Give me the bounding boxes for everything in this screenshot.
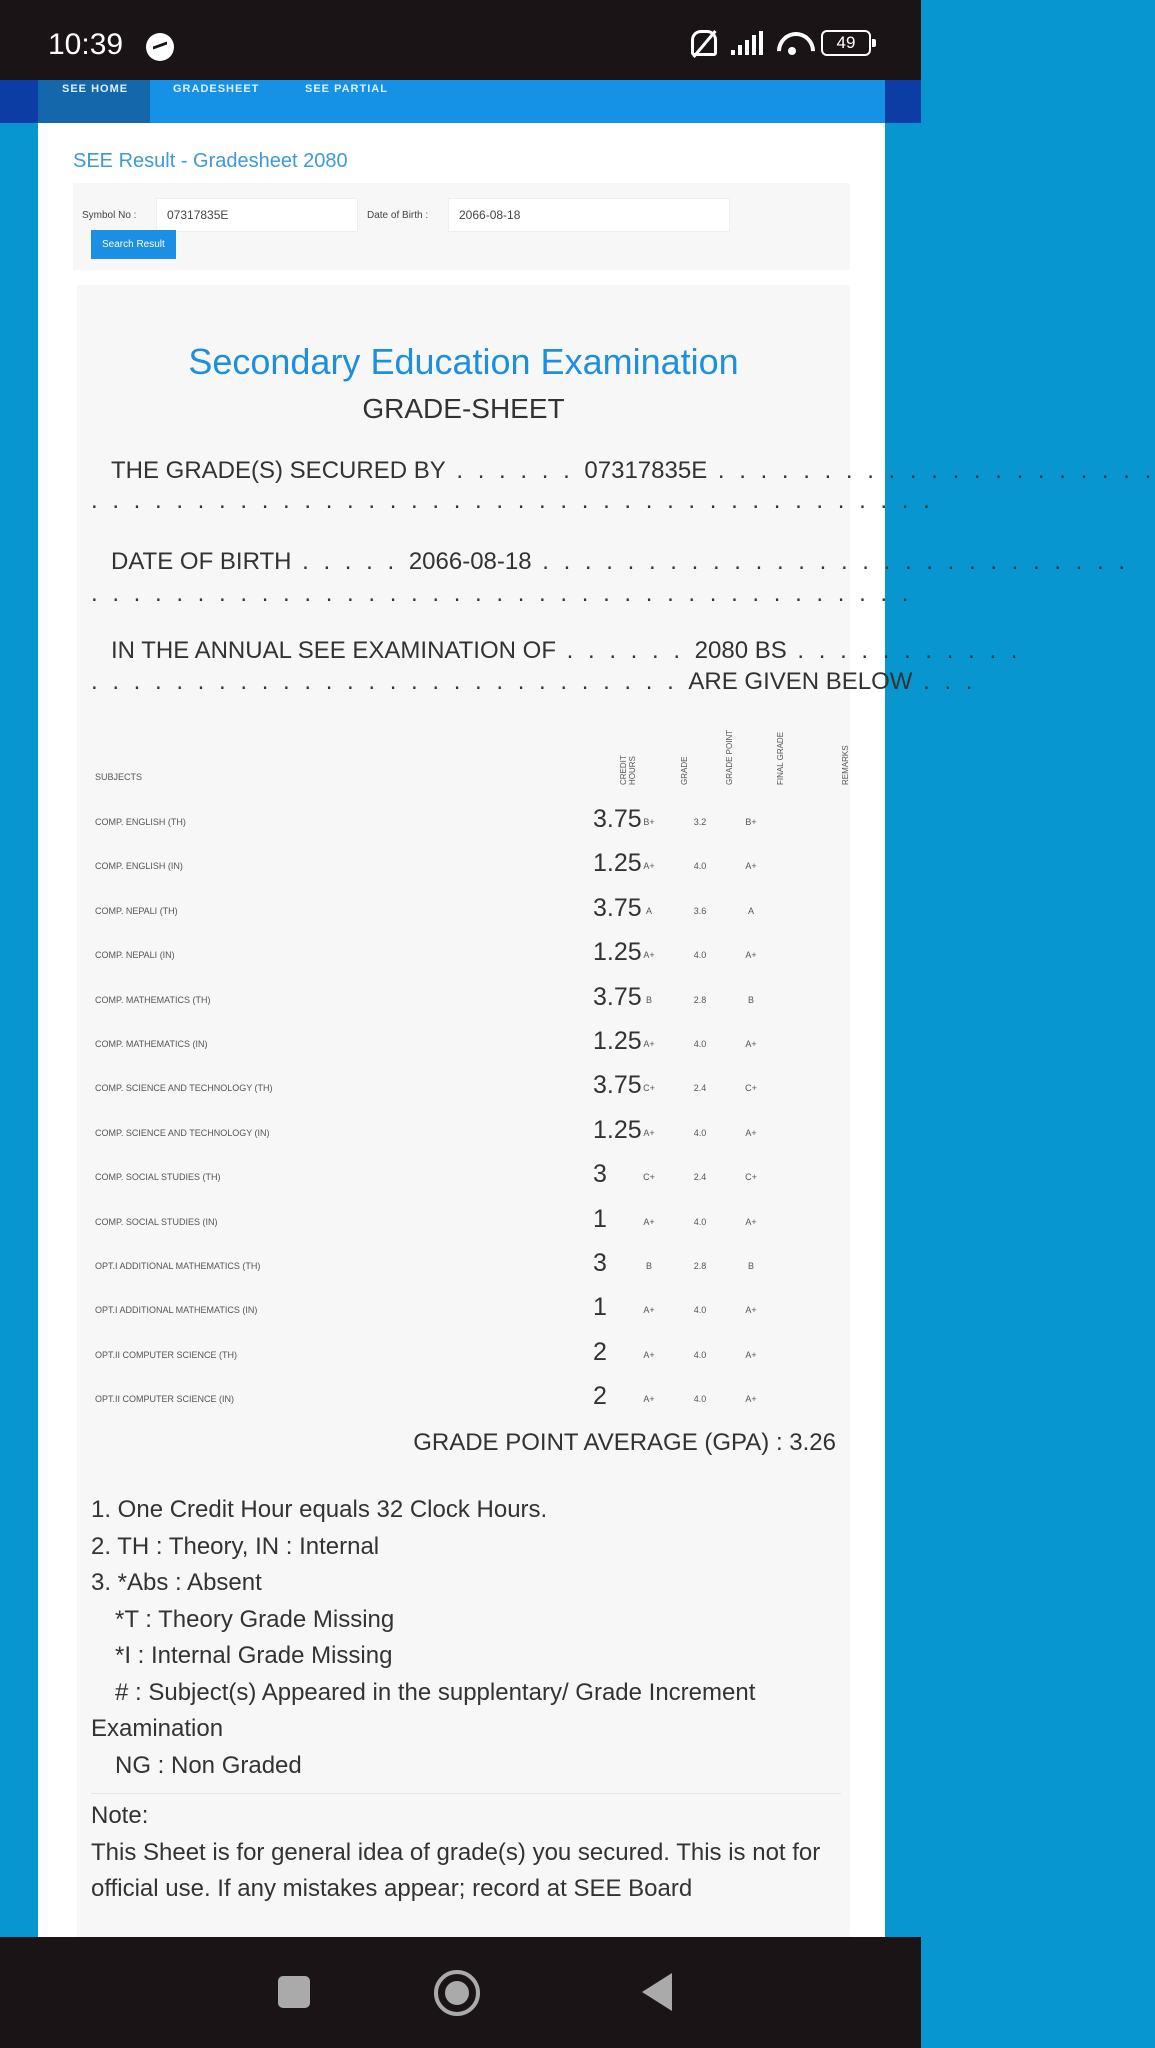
final-grade-cell: A+ [745, 1305, 757, 1316]
credit-hours-cell: 2 [593, 1337, 607, 1366]
credit-hours-cell: 1 [593, 1293, 607, 1322]
table-row [77, 894, 850, 938]
subject-cell: OPT.II COMPUTER SCIENCE (TH) [95, 1349, 238, 1360]
final-grade-cell: A+ [745, 1127, 757, 1138]
page-title: SEE Result - Gradesheet 2080 [73, 150, 348, 172]
battery-icon: 49 [821, 30, 871, 56]
table-row [77, 1160, 850, 1204]
subject-cell: COMP. MATHEMATICS (TH) [95, 994, 211, 1005]
grade-sheet: Secondary Education Examination GRADE-SHEET THE GRADE(S) SECURED BY . . . . . . 07317835E . . . . . . . . . . . . . . . . . . . . . . . . . . . . . . . . . . . . . . . . . . . . . . . . . . . . . . . . . . . . . DATE OF BIRTH . . . . . 2066-08-18 . . . . . . . . . . . . . . . . . . . . . . . . . . . . . . . . . . . . . . . . . . . . . . . . . . . . . . . . . . . . . . . . . . . IN THE ANNUAL SEE EXAMINATION OF . . . . . . 2080 BS . . . . . . . . . . . . . . . . . . . . . . . . . . . . . . . . . . . . . . . ARE GIVEN BELOW . . . SUBJECTS CREDIT HOURS GRADE GRADE POINT FINAL GRADE REMARKS COMP. ENGLISH (TH) 3.75 B+ 3.2 B+ COMP. ENGLISH (IN) 1.25 A+ 4.0 A+ COMP. NEPALI (TH) 3.75 A 3.6 A COMP. NEPALI (IN) 1.25 A+ 4.0 A+ COMP. MATHEMATICS (TH) 3.75 B 2.8 B COMP. MATHEMATICS (IN) 1.25 A+ 4.0 A+ COMP. SCIENCE AND TECHNOLOGY (TH) 3.75 C+ 2.4 C+ COMP. SCIENCE AND TECHNOLOGY (IN) 1.25 A+ 4.0 A+ COMP. SOCIAL STUDIES (TH) 3 C+ 2.4 C+ COMP. SOCIAL STUDIES (IN) 1 A+ 4.0 A+ OPT.I ADDITIONAL MATHEMATICS (TH) 3 B 2.8 B OPT.I ADDITIONAL MATHEMATICS (IN) 1 A+ 4.0 A+ OPT.II COMPUTER SCIENCE (TH) 2 A+ 4.0 A+ OPT.II COMPUTER SCIENCE (IN) 2 A+ 4.0 A+ GRADE POINT AVERAGE (GPA) : 3.26 1. One Credit Hour equals 32 Clock Hours. 2. TH : Theory, IN : Internal 3. *Abs : Absent *T : Theory Grade Missing *I : Internal Grade Missing # : Subject(s) Appeared in the supplentary/ Grade Increment Examination NG : Non Graded Note: This Sheet is for general idea of grade(s) you secured. This is not for official use. If any mistakes appear; record at SEE Board [77, 285, 850, 1985]
note-item: 3. *Abs : Absent [91, 1569, 262, 1596]
gpa: GRADE POINT AVERAGE (GPA) : 3.26 [413, 1429, 836, 1456]
final-grade-cell: B+ [745, 817, 757, 827]
note-item: *I : Internal Grade Missing [115, 1642, 393, 1669]
credit-hours-cell: 2 [593, 1382, 607, 1411]
final-grade-cell: B [747, 994, 754, 1005]
grade-cell: A+ [643, 1305, 655, 1316]
table-row [77, 938, 850, 982]
clock: 10:39 [48, 28, 124, 61]
credit-hours-cell: 3.75 [593, 893, 642, 922]
exam-line-label: IN THE ANNUAL SEE EXAMINATION OF [111, 637, 556, 664]
exam-year: 2080 BS [694, 637, 787, 664]
android-nav-bar [0, 1937, 921, 2048]
gradesheet-heading: GRADE-SHEET [362, 393, 565, 424]
grade-cell: A+ [643, 861, 655, 872]
grade-point-cell: 4.0 [693, 1127, 707, 1138]
mute-bell-icon [691, 30, 717, 56]
grade-cell: C+ [643, 1172, 655, 1183]
col-remarks: REMARKS [841, 745, 850, 785]
grade-cell: A+ [643, 1349, 655, 1360]
grade-point-cell: 4.0 [693, 1216, 707, 1227]
grade-cell: A+ [643, 1039, 655, 1049]
home-button-icon[interactable] [434, 1970, 480, 2016]
subject-cell: OPT.II COMPUTER SCIENCE (IN) [95, 1394, 235, 1405]
grade-cell: B [645, 1261, 652, 1271]
symbol-input[interactable]: 07317835E [156, 198, 358, 232]
wifi-icon [777, 30, 807, 56]
grade-point-cell: 3.2 [693, 817, 707, 827]
subject-cell: COMP. ENGLISH (TH) [95, 817, 186, 827]
note-item: *T : Theory Grade Missing [115, 1605, 395, 1633]
grade-cell: A+ [643, 1127, 655, 1138]
credit-hours-cell: 3 [593, 1160, 607, 1189]
credit-hours-cell: 3.75 [593, 1071, 642, 1100]
grade-point-cell: 4.0 [693, 950, 707, 961]
subject-cell: COMP. SCIENCE AND TECHNOLOGY (IN) [95, 1127, 270, 1138]
note-item: # : Subject(s) Appeared in the supplentary/ Grade Increment Examination [91, 1678, 756, 1742]
divider [91, 1793, 841, 1794]
final-grade-cell: C+ [745, 1083, 757, 1094]
symbol-label: Symbol No : [82, 210, 137, 221]
final-grade-cell: A+ [745, 950, 757, 961]
grade-point-cell: 4.0 [693, 861, 707, 872]
grade-point-cell: 2.4 [693, 1083, 707, 1094]
grade-cell: A [645, 905, 652, 916]
table-row [77, 849, 850, 893]
credit-hours-cell: 1.25 [593, 938, 642, 967]
dob-line-label: DATE OF BIRTH [111, 548, 292, 575]
subject-cell: OPT.I ADDITIONAL MATHEMATICS (IN) [95, 1305, 258, 1316]
grade-point-cell: 4.0 [693, 1305, 707, 1316]
grade-point-cell: 2.4 [693, 1172, 707, 1183]
subject-cell: COMP. NEPALI (TH) [95, 905, 178, 916]
credit-hours-cell: 3 [593, 1249, 607, 1277]
table-row [77, 1071, 850, 1115]
final-grade-cell: A+ [745, 1216, 757, 1227]
final-grade-cell: A+ [745, 1039, 757, 1049]
subject-cell: COMP. ENGLISH (IN) [95, 861, 183, 872]
col-credit-hours: CREDIT HOURS [619, 755, 637, 785]
table-row [77, 1116, 850, 1160]
col-subjects: SUBJECTS [95, 772, 143, 782]
grades-table [77, 715, 850, 1411]
col-grade: GRADE [680, 756, 689, 785]
search-form [73, 183, 850, 270]
subject-cell: COMP. SCIENCE AND TECHNOLOGY (TH) [95, 1083, 273, 1094]
table-row [77, 1293, 850, 1337]
notes [91, 1492, 841, 1908]
tab-see-partial[interactable]: SEE PARTIAL [305, 83, 388, 95]
grade-point-cell: 3.6 [693, 905, 707, 916]
grade-cell: B [645, 994, 652, 1005]
note-text: This Sheet is for general idea of grade(s) you secured. This is not for official use. If any mistakes appear; record at SEE Board [91, 1838, 821, 1902]
credit-hours-cell: 3.75 [593, 982, 642, 1011]
grade-cell: A+ [643, 950, 655, 961]
grade-cell: B+ [643, 817, 655, 827]
grade-cell: C+ [643, 1083, 655, 1094]
note-item: 1. One Credit Hour equals 32 Clock Hours. [91, 1496, 548, 1523]
tab-see-home[interactable]: SEE HOME [38, 80, 150, 123]
credit-hours-cell: 1.25 [593, 849, 642, 878]
grade-point-cell: 4.0 [693, 1039, 707, 1049]
subject-cell: COMP. MATHEMATICS (IN) [95, 1039, 208, 1049]
grade-cell: A+ [643, 1394, 655, 1405]
col-final-grade: FINAL GRADE [776, 731, 785, 785]
status-bar [0, 0, 921, 80]
credit-hours-cell: 1.25 [593, 1027, 642, 1055]
table-row [77, 1249, 850, 1293]
signal-icon [731, 31, 763, 55]
tab-gradesheet[interactable]: GRADESHEET [173, 83, 260, 95]
grade-point-cell: 2.8 [693, 994, 707, 1005]
table-row [77, 1338, 850, 1382]
grade-point-cell: 4.0 [693, 1394, 707, 1405]
subject-cell: COMP. SOCIAL STUDIES (TH) [95, 1172, 221, 1183]
dob-input[interactable]: 2066-08-18 [448, 198, 730, 232]
dob-line-value: 2066-08-18 [408, 548, 532, 575]
credit-hours-cell: 1.25 [593, 1115, 642, 1144]
top-nav [0, 80, 921, 123]
final-grade-cell: C+ [745, 1172, 757, 1183]
exam-heading: Secondary Education Examination [188, 341, 739, 382]
grade-cell: A+ [643, 1216, 655, 1227]
dob-label: Date of Birth : [367, 210, 429, 221]
note-item: 2. TH : Theory, IN : Internal [91, 1532, 380, 1560]
final-grade-cell: A+ [745, 1349, 757, 1360]
table-row [77, 805, 850, 849]
grade-point-cell: 2.8 [693, 1261, 707, 1271]
symbol-number: 07317835E [584, 457, 708, 484]
messenger-icon [146, 33, 174, 61]
note-title: Note: [91, 1802, 149, 1829]
search-result-button[interactable]: Search Result [91, 230, 176, 259]
note-item: NG : Non Graded [115, 1751, 302, 1779]
recents-button-icon[interactable] [278, 1976, 310, 2008]
final-grade-cell: B [747, 1261, 754, 1271]
subject-cell: COMP. SOCIAL STUDIES (IN) [95, 1216, 218, 1227]
credit-hours-cell: 3.75 [593, 805, 642, 833]
secured-by-label: THE GRADE(S) SECURED BY [111, 457, 446, 484]
final-grade-cell: A [747, 905, 754, 916]
subject-cell: OPT.I ADDITIONAL MATHEMATICS (TH) [95, 1261, 261, 1271]
back-button-icon[interactable] [642, 1973, 672, 2011]
subject-cell: COMP. NEPALI (IN) [95, 950, 175, 961]
final-grade-cell: A+ [745, 861, 757, 872]
final-grade-cell: A+ [745, 1394, 757, 1405]
content-card [38, 123, 1155, 1953]
grade-point-cell: 4.0 [693, 1349, 707, 1360]
credit-hours-cell: 1 [593, 1204, 607, 1233]
given-below-text: ARE GIVEN BELOW [688, 668, 913, 695]
col-grade-point: GRADE POINT [725, 729, 734, 785]
table-row [77, 983, 850, 1027]
table-row [77, 1382, 850, 1426]
table-row [77, 1205, 850, 1249]
table-row [77, 1027, 850, 1071]
